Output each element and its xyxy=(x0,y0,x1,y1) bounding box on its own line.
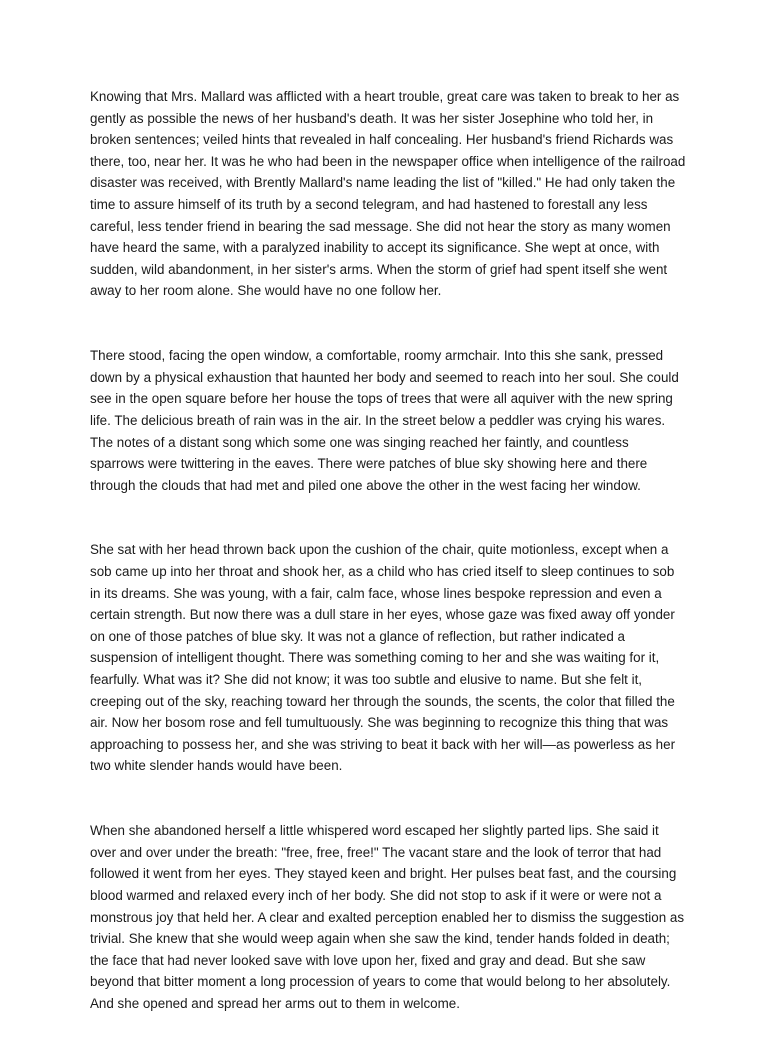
paragraph-1: Knowing that Mrs. Mallard was afflicted with a heart trouble, great care was taken to break to her as gently as possible the news of her husband's death. It was her sister Josephine who told her, in broken sentences; veiled hints that revealed in half concealing. Her husband's friend Richards was there, too, near her. It was he who had been in the newspaper office when intelligence of the railroad disaster was received, with Brently Mallard's name leading the list of "killed." He had only taken the time to assure himself of its truth by a second telegram, and had hastened to forestall any less careful, less tender friend in bearing the sad message. She did not hear the story as many women have heard the same, with a paralyzed inability to accept its significance. She wept at once, with sudden, wild abandonment, in her sister's arms. When the storm of grief had spent itself she went away to her room alone. She would have no one follow her. xyxy=(90,89,686,299)
paragraph-3: She sat with her head thrown back upon the cushion of the chair, quite motionless, except when a sob came up into her throat and shook her, as a child who has cried itself to sleep continues to sob in its dreams. She was young, with a fair, calm face, whose lines bespoke repression and even a certain strength. But now there was a dull stare in her eyes, whose gaze was fixed away off yonder on one of those patches of blue sky. It was not a glance of reflection, but rather indicated a suspension of intelligent thought. There was something coming to her and she was waiting for it, fearfully. What was it? She did not know; it was too subtle and elusive to name. But she felt it, creeping out of the sky, reaching toward her through the sounds, the scents, the color that filled the air. Now her bosom rose and fell tumultuously. She was beginning to recognize this thing that was approaching to possess her, and she was striving to beat it back with her will—as powerless as her two white slender hands would have been. xyxy=(90,542,676,774)
paragraph-4: When she abandoned herself a little whispered word escaped her slightly parted lips. She said it over and over under the breath: "free, free, free!" The vacant stare and the look of terror that had followed it went from her eyes. They stayed keen and bright. Her pulses beat fast, and the coursing blood warmed and relaxed every inch of her body. She did not stop to ask if it were or were not a monstrous joy that held her. A clear and exalted perception enabled her to dismiss the suggestion as trivial. She knew that she would weep again when she saw the kind, tender hands folded in death; the face that had never looked save with love upon her, fixed and gray and dead. But she saw beyond that bitter moment a long procession of years to come that would belong to her absolutely. And she opened and spread her arms out to them in welcome. xyxy=(90,823,685,1011)
paragraph-2: There stood, facing the open window, a comfortable, roomy armchair. Into this she sank, pressed down by a physical exhaustion that haunted her body and seemed to reach into her soul. She could see in the open square before her house the tops of trees that were all aquiver with the new spring life. The delicious breath of rain was in the air. In the street below a peddler was crying his wares. The notes of a distant song which some one was singing reached her faintly, and countless sparrows were twittering in the eaves. There were patches of blue sky showing here and there through the clouds that had met and piled one above the other in the west facing her window. xyxy=(90,348,679,493)
document-body xyxy=(90,86,686,1058)
